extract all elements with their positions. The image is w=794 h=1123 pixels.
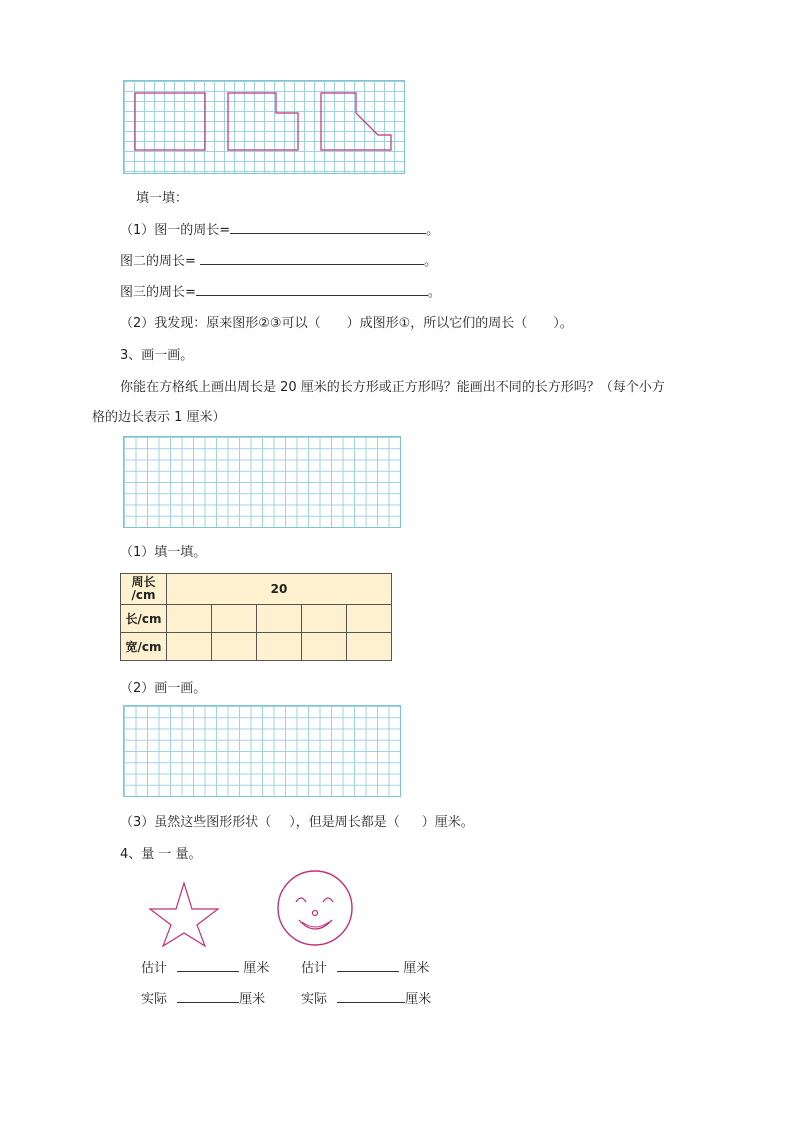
- q1-line-1-label: （1）图一的周长=: [120, 223, 231, 238]
- shape-three: [321, 93, 391, 150]
- width-cell[interactable]: [167, 633, 212, 661]
- width-cell[interactable]: [211, 633, 256, 661]
- q1-line-1: [120, 219, 439, 238]
- unit-label: 厘米: [239, 992, 266, 1007]
- perimeter-table: [120, 573, 392, 661]
- answer-blank-perimeter-3[interactable]: [196, 283, 428, 296]
- star-actual-row: [141, 988, 265, 1007]
- sub-question-2: （2）画一画。: [120, 681, 207, 696]
- length-cell[interactable]: [211, 605, 256, 633]
- perimeter-label: 周长 /cm: [121, 574, 167, 605]
- width-cell[interactable]: [301, 633, 346, 661]
- end-mark: 。: [424, 254, 438, 269]
- star-actual-blank[interactable]: [177, 990, 239, 1003]
- face-actual-row: [301, 988, 431, 1007]
- drawing-grid-1[interactable]: [123, 436, 401, 528]
- face-estimate-blank[interactable]: [337, 959, 399, 972]
- width-cell[interactable]: [346, 633, 392, 661]
- section-3-desc-line-2: 格的边长表示 1 厘米）: [92, 410, 226, 425]
- actual-label: 实际: [141, 992, 168, 1007]
- section-4-title: 4、量 一 量。: [120, 847, 202, 862]
- section-3-title: 3、画一画。: [120, 348, 194, 363]
- star-estimate-blank[interactable]: [177, 959, 239, 972]
- estimate-label: 估计: [141, 961, 168, 976]
- estimate-label: 估计: [301, 961, 328, 976]
- q2-part-1: （2）我发现：原来图形②③可以（: [120, 316, 321, 331]
- width-cell[interactable]: [256, 633, 301, 661]
- face-estimate-row: [301, 957, 429, 976]
- q2-line: [120, 312, 573, 331]
- smiley-face: [274, 868, 356, 950]
- q1-line-2: [120, 250, 437, 269]
- sub3-part-1: （3）虽然这些图形形状（: [120, 815, 272, 830]
- length-cell[interactable]: [256, 605, 301, 633]
- end-mark: 。: [427, 285, 441, 300]
- actual-label: 实际: [301, 992, 328, 1007]
- sub-question-3: [120, 811, 474, 830]
- shape-two: [228, 93, 298, 150]
- sub-question-1: （1）填一填。: [120, 545, 207, 560]
- q1-line-3-label: 图三的周长=: [120, 285, 196, 300]
- section-3-desc-line-1: 你能在方格纸上画出周长是 20 厘米的长方形或正方形吗？能画出不同的长方形吗？（每个小方: [120, 380, 665, 395]
- sub3-part-2: ），但是周长都是（: [289, 815, 400, 830]
- end-mark: 。: [426, 223, 440, 238]
- unit-label: 厘米: [403, 961, 430, 976]
- shapes-outline: [123, 80, 405, 174]
- sub3-part-3: ）厘米。: [421, 815, 474, 830]
- answer-blank-perimeter-2[interactable]: [200, 252, 424, 265]
- shape-one: [135, 93, 205, 150]
- unit-label: 厘米: [405, 992, 432, 1007]
- q1-line-3: [120, 281, 441, 300]
- unit-label: 厘米: [243, 961, 270, 976]
- star-shape: [148, 880, 220, 948]
- star-estimate-row: [141, 957, 269, 976]
- length-label: 长/cm: [121, 605, 167, 633]
- length-cell[interactable]: [301, 605, 346, 633]
- drawing-grid-2[interactable]: [123, 705, 401, 797]
- face-actual-blank[interactable]: [337, 990, 405, 1003]
- q2-part-3: ）。: [553, 316, 573, 331]
- length-cell[interactable]: [346, 605, 392, 633]
- q2-part-2: ）成图形①，所以它们的周长（: [346, 316, 528, 331]
- fill-heading: 填一填：: [136, 191, 189, 206]
- length-cell[interactable]: [167, 605, 212, 633]
- width-label: 宽/cm: [121, 633, 167, 661]
- q1-line-2-label: 图二的周长=: [120, 254, 196, 269]
- answer-blank-perimeter-1[interactable]: [230, 221, 426, 234]
- perimeter-value: 20: [167, 574, 392, 605]
